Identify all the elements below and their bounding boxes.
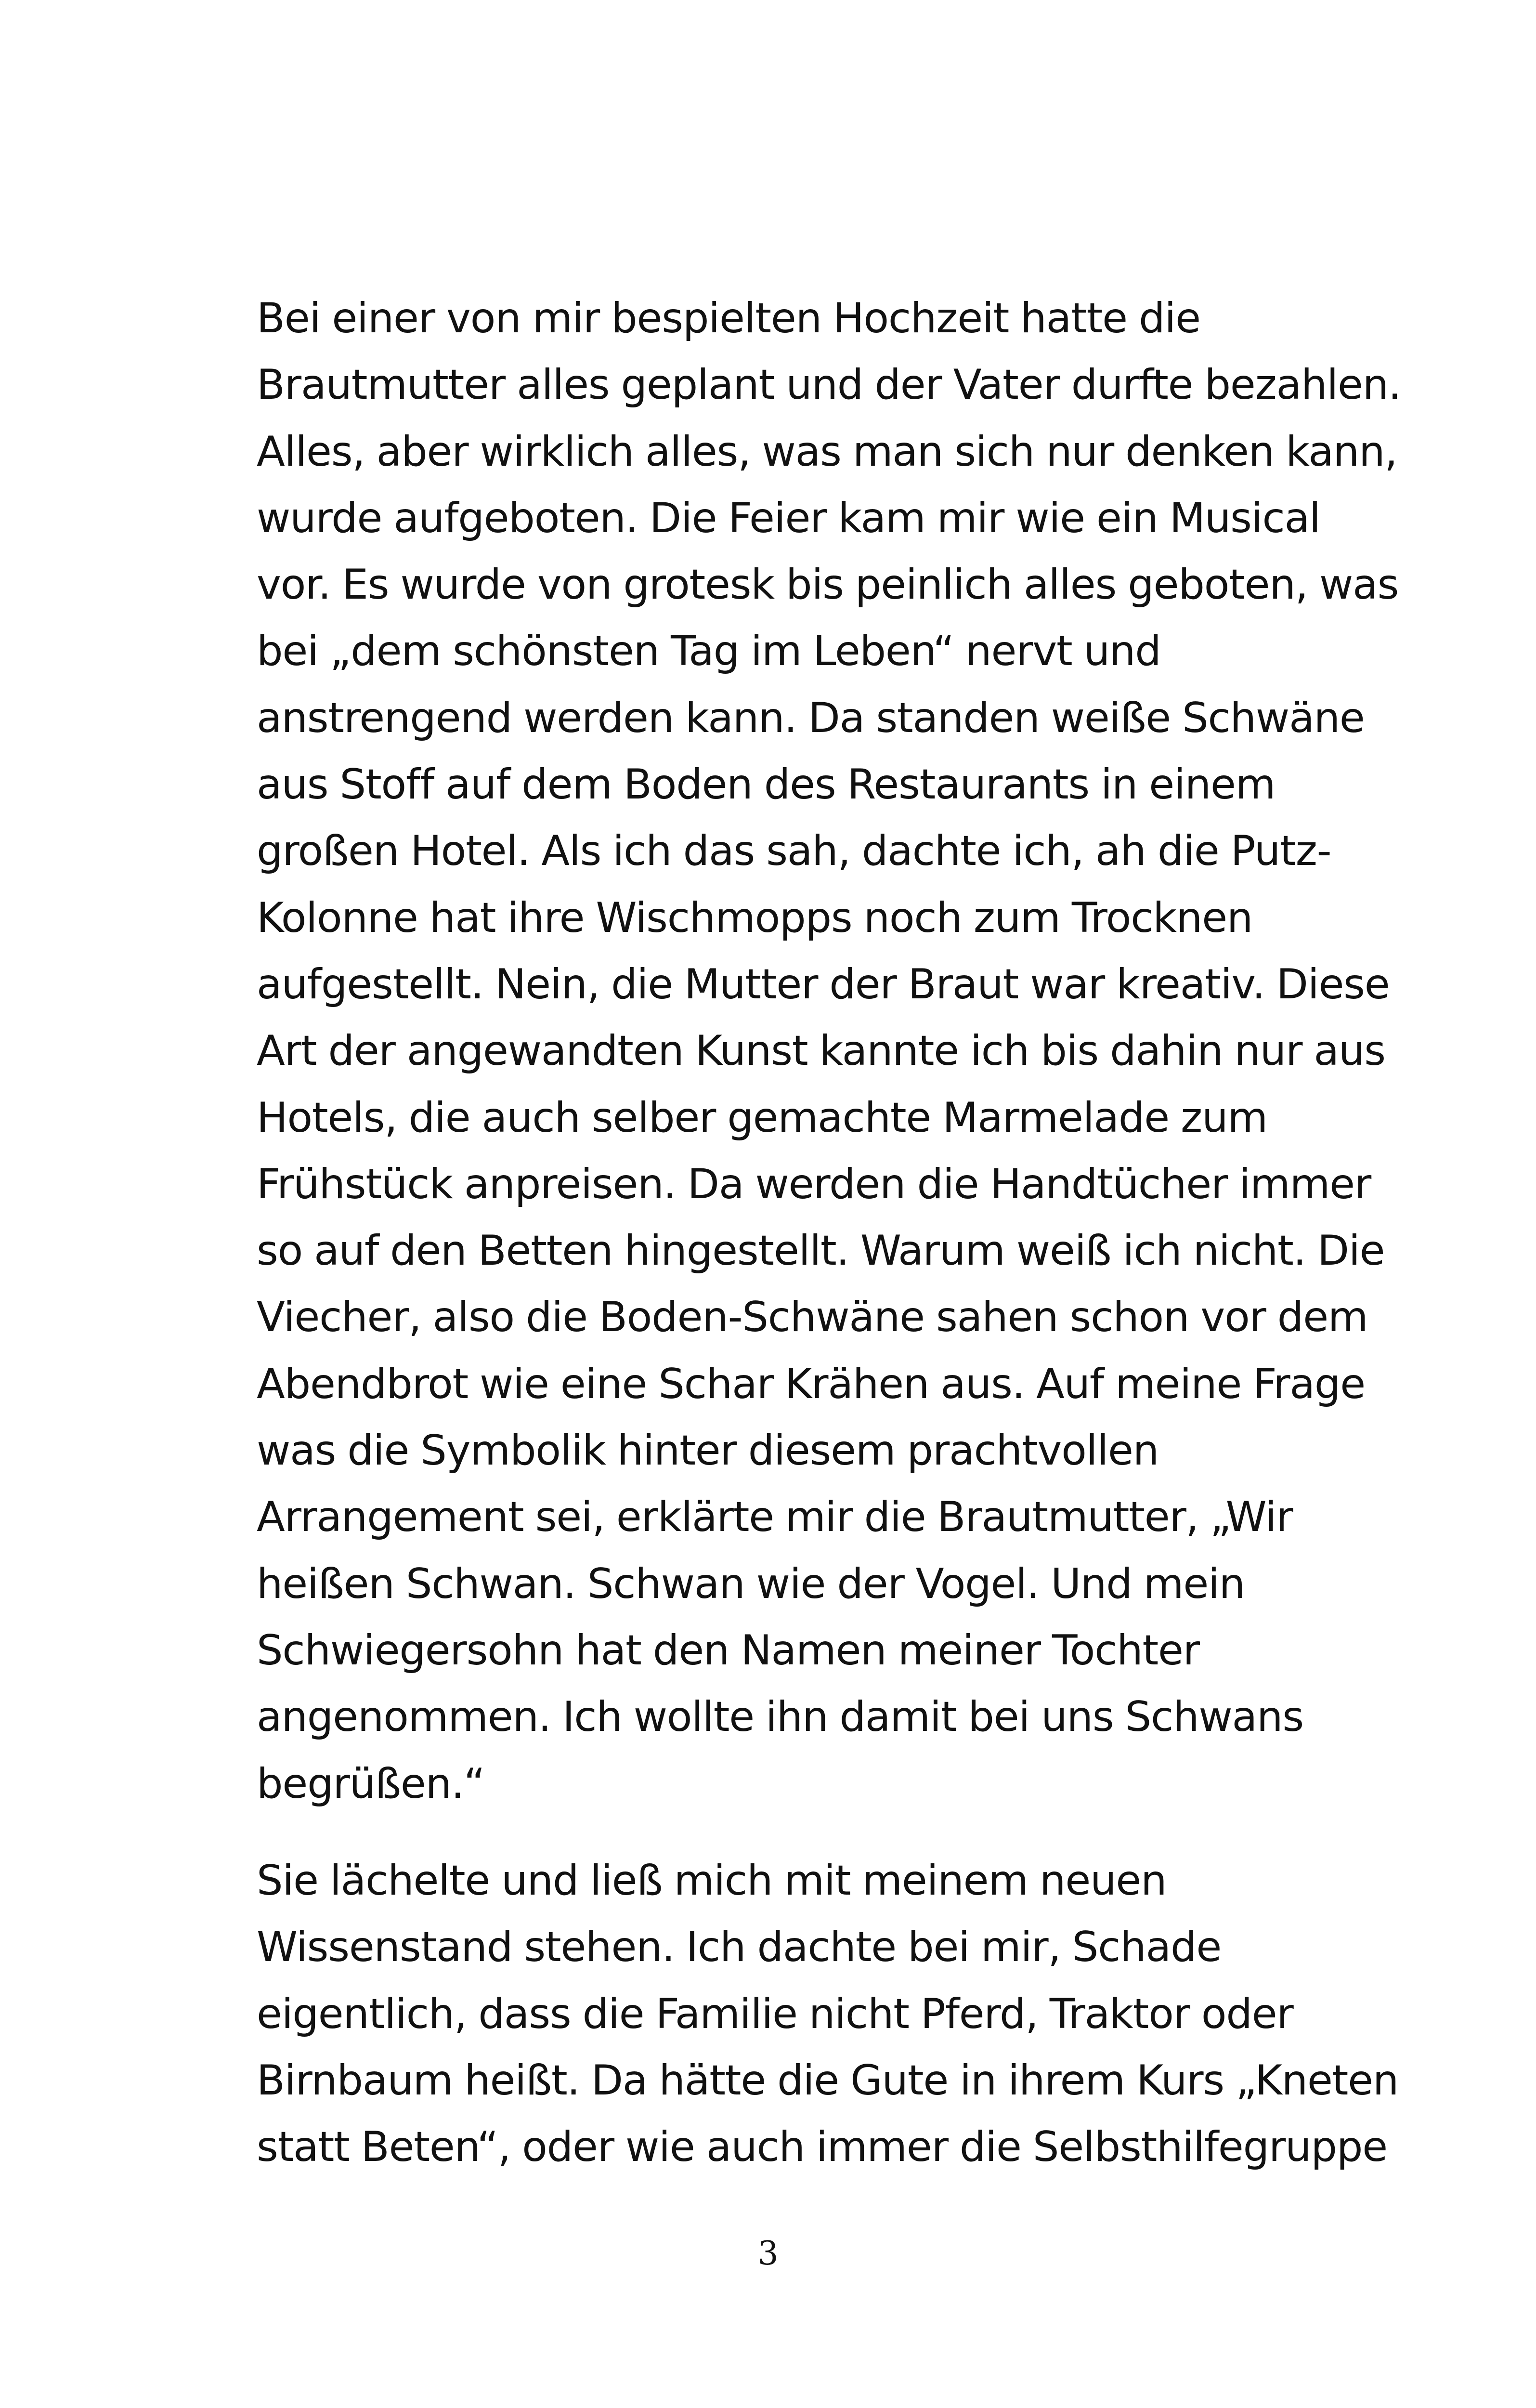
text-line: was die Symbolik hinter diesem prachtvollen [257,1426,1159,1475]
paragraph-2 [257,1847,1399,2180]
text-line: Kolonne hat ihre Wischmopps noch zum Trocknen [257,893,1253,942]
text-line: Arrangement sei, erklärte mir die Brautmutter, „Wir [257,1493,1293,1542]
text-line: Hotels, die auch selber gemachte Marmelade zum [257,1093,1267,1142]
text-line: Wissenstand stehen. Ich dachte bei mir, Schade [257,1923,1222,1972]
text-line: vor. Es wurde von grotesk bis peinlich alles geboten, was [257,561,1399,609]
text-line: statt Beten“, oder wie auch immer die Selbsthilfegruppe [257,2123,1387,2172]
text-line: wurde aufgeboten. Die Feier kam mir wie ein Musical [257,494,1320,542]
text-line: Viecher, also die Boden-Schwäne sahen schon vor dem [257,1293,1368,1342]
text-line: Bei einer von mir bespielten Hochzeit hatte die [257,294,1200,342]
text-line: großen Hotel. Als ich das sah, dachte ich, ah die Putz- [257,827,1331,876]
page-number: 3 [757,2235,779,2273]
text-line: Art der angewandten Kunst kannte ich bis dahin nur aus [257,1027,1385,1075]
text-line: Brautmutter alles geplant und der Vater durfte bezahlen. [257,361,1401,409]
text-line: Schwiegersohn hat den Namen meiner Tochter [257,1626,1199,1675]
text-line: anstrengend werden kann. Da standen weiße Schwäne [257,694,1365,742]
text-line: Birnbaum heißt. Da hätte die Gute in ihrem Kurs „Kneten [257,2056,1399,2105]
text-line: begrüßen.“ [257,1759,485,1808]
text-line: Frühstück anpreisen. Da werden die Handtücher immer [257,1160,1371,1208]
text-line: aus Stoff auf dem Boden des Restaurants in einem [257,760,1276,809]
text-line: Abendbrot wie eine Schar Krähen aus. Auf meine Frage [257,1360,1366,1408]
text-line: heißen Schwan. Schwan wie der Vogel. Und mein [257,1559,1245,1608]
text-line: Alles, aber wirklich alles, was man sich nur denken kann, [257,427,1397,476]
text-line: so auf den Betten hingestellt. Warum weiß ich nicht. Die [257,1227,1385,1275]
text-line: Sie lächelte und ließ mich mit meinem neuen [257,1857,1167,1905]
text-line: eigentlich, dass die Familie nicht Pferd, Traktor oder [257,1989,1293,2038]
text-line: aufgestellt. Nein, die Mutter der Braut war kreativ. Diese [257,960,1390,1008]
text-line: angenommen. Ich wollte ihn damit bei uns Schwans [257,1693,1303,1741]
text-line: bei „dem schönsten Tag im Leben“ nervt und [257,627,1161,676]
paragraph-1 [257,285,1401,1817]
